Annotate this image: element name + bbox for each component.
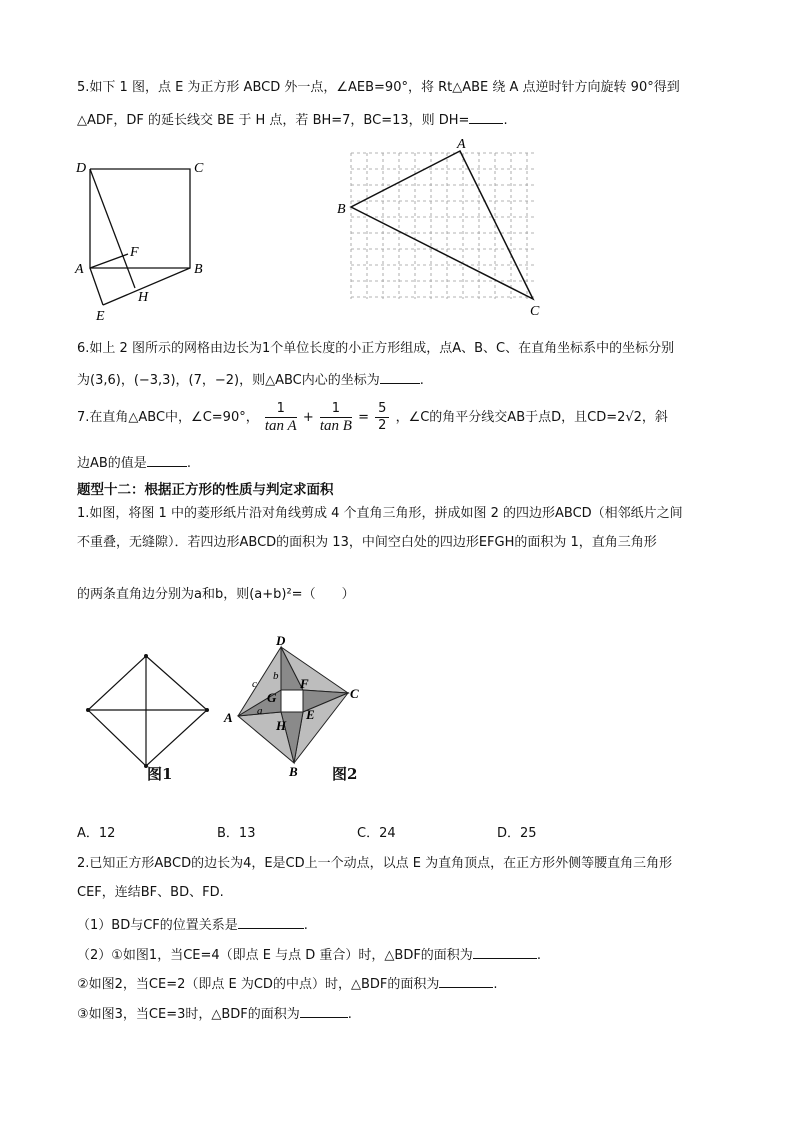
p1-line3: 的两条直角边分别为a和b，则(a+b)²=（ ） [77,587,355,602]
answer-blank [380,369,420,384]
choice-b[interactable]: B．13 [217,826,256,841]
q7-suffix: ，∠C的角平分线交AB于点D，且CD=2√2，斜 [395,410,668,425]
q6-grid-figure [330,135,560,320]
answer-blank [473,944,537,959]
label-h: H [138,290,149,305]
q6-line2 [77,369,424,390]
label-c: C [350,686,359,701]
label-e: E [96,309,105,324]
answer-blank [439,973,493,988]
label-side-a: a [257,705,263,717]
segment-ae [90,268,103,305]
label-h: H [276,718,287,733]
frac1-den: tan A [264,418,297,434]
p1-line2: 不重叠，无缝隙）．若四边形ABCD的面积为 13，中间空白处的四边形EFGH的面积为 1，直角三角形 [77,535,657,550]
choice-a[interactable]: A．12 [77,826,116,841]
answer-blank [147,452,187,467]
fraction-1-over-tan-b [320,401,352,434]
p2-line2: CEF，连结BF、BD、FD. [77,885,224,900]
q5-line1: 5.如下 1 图，点 E 为正方形 ABCD 外一点，∠AEB=90°，将 Rt△ABE 绕 A 点逆时针方向旋转 90°得到 [77,80,680,95]
fraction-1-over-tan-a [265,401,297,434]
label-d: D [76,161,87,176]
q5-line2-text: △ADF，DF 的延长线交 BE 于 H 点，若 BH=7，BC=13，则 DH= [77,113,470,128]
label-c: C [194,161,204,176]
q7-line1 [77,400,668,436]
frac2-num: 1 [320,401,352,418]
q5-line2 [77,109,508,130]
center-square-efgh [281,690,303,712]
frac3-den: 2 [378,418,387,433]
figure-2-caption: 图2 [332,765,358,783]
label-b: B [194,262,203,277]
q7-line2-text: 边AB的值是 [77,456,147,471]
p2-sub4-end: . [347,1007,352,1022]
q6-line1: 6.如上 2 图所示的网格由边长为1个单位长度的小正方形组成，点A、B、C、在直角坐标系中的坐标分别 [77,341,675,356]
label-a: A [457,137,466,152]
label-b: B [289,764,298,779]
choice-c[interactable]: C．24 [357,826,396,841]
p2-sub1-text: （1）BD与CF的位置关系是 [77,918,238,933]
q7-prefix: 7.在直角△ABC中，∠C=90°， [77,410,259,425]
p2-sub1-end: . [303,918,308,933]
label-f: F [300,676,309,691]
grid-lines [351,153,535,299]
p2-sub3 [77,973,498,994]
p2-sub4 [77,1003,352,1024]
p2-sub3-end: . [493,977,498,992]
label-f: F [130,245,139,260]
q7-line2 [77,452,191,473]
p2-sub2-end: . [536,948,541,963]
p2-sub4-text: ③如图3，当CE=3时，△BDF的面积为 [77,1007,300,1022]
segment-af [90,254,128,268]
figure-1-caption: 图1 [147,765,173,783]
p2-line1: 2.已知正方形ABCD的边长为4，E是CD上一个动点，以点 E 为直角顶点，在正方形外侧等腰直角三角形 [77,856,673,871]
answer-blank [238,914,304,929]
q7-line2-end: . [186,456,191,471]
label-e: E [306,707,315,722]
segment-dh [90,169,135,288]
label-a: A [75,262,84,277]
fraction-5-over-2 [375,401,389,434]
rhombus [88,656,207,766]
label-side-b: b [273,670,279,682]
p2-sub1 [77,914,308,935]
p2-sub2-text: （2）①如图1，当CE=4（即点 E 与点 D 重合）时，△BDF的面积为 [77,948,473,963]
frac1-num: 1 [265,401,297,418]
pinwheel-figure [220,632,365,780]
frac3-num: 5 [375,401,389,418]
p2-sub3-text: ②如图2，当CE=2（即点 E 为CD的中点）时，△BDF的面积为 [77,977,440,992]
p1-line1: 1.如图，将图 1 中的菱形纸片沿对角线剪成 4 个直角三角形，拼成如图 2 的四边形ABCD（相邻纸片之间 [77,506,683,521]
q6-line2-text: 为(3,6)，(−3,3)，(7，−2)，则△ABC内心的坐标为 [77,373,380,388]
triangle-abc [351,151,533,299]
q5-figure-1 [70,155,220,325]
section-heading: 题型十二：根据正方形的性质与判定求面积 [77,482,334,498]
answer-blank [300,1003,348,1018]
frac2-den: tan B [319,418,352,434]
q5-line2-end: . [503,113,508,128]
p2-sub2 [77,944,541,965]
equals-sign: = [358,410,370,425]
label-side-c: c [252,678,257,690]
label-a: A [224,710,233,725]
choice-d[interactable]: D．25 [497,826,537,841]
label-b: B [337,202,346,217]
square-abcd [90,169,190,268]
q6-line2-end: . [419,373,424,388]
plus-sign: + [302,410,314,425]
answer-blank [469,109,503,124]
label-c: C [530,304,540,319]
label-d: D [276,633,286,648]
label-g: G [267,690,277,705]
